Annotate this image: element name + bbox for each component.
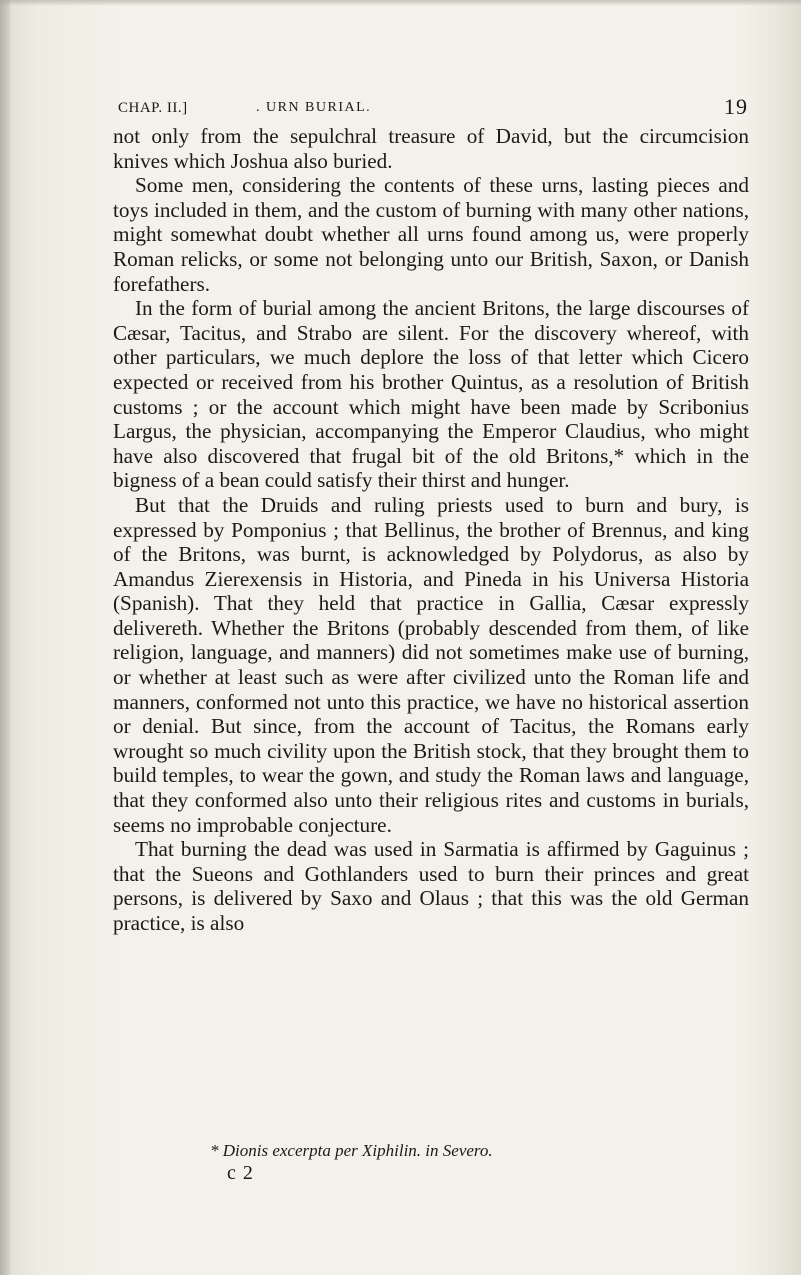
paragraph-2: Some men, considering the contents of these urns, lasting pieces and toys included in them, and the custom of burning with many other nations, might somewhat doubt whether all urns found among us, were properly Roman relicks, or some not belonging unto our British, Saxon, or Danish forefathers. xyxy=(113,173,749,296)
chapter-label: CHAP. II.] xyxy=(118,100,188,116)
spine-shadow xyxy=(0,0,10,1275)
body-text xyxy=(113,124,749,936)
paragraph-3: In the form of burial among the ancient Britons, the large discourses of Cæsar, Tacitus, and Strabo are silent. For the discovery whereof, with other particulars, we much deplore the loss of that letter which Cicero expected or received from his brother Quintus, as a resolution of British customs ; or the account which might have been made by Scribonius Largus, the physician, accompanying the Emperor Claudius, who might have also discovered that frugal bit of the old Britons,* which in the bigness of a bean could satisfy their thirst and hunger. xyxy=(113,296,749,493)
paragraph-1: not only from the sepulchral treasure of David, but the circumcision knives which Joshua also buried. xyxy=(113,124,749,173)
running-title: . URN BURIAL. xyxy=(256,100,372,115)
paragraph-5: That burning the dead was used in Sarmatia is affirmed by Gaguinus ; that the Sueons and Gothlanders used to burn their princes and great persons, is delivered by Saxo and Olaus ; that this was the old German practice, is also xyxy=(113,837,749,935)
paragraph-4: But that the Druids and ruling priests used to burn and bury, is expressed by Pomponius ; that Bellinus, the brother of Brennus, and king of the Britons, was burnt, is acknowledged by Polydorus, as also by Amandus Zierexensis in Historia, and Pineda in his Universa Historia (Spanish). That they held that practice in Gallia, Cæsar expressly delivereth. Whether the Britons (probably descended from them, of like religion, language, and manners) did not sometimes make use of burning, or whether at least such as were after civilized unto the Roman life and manners, conformed not unto this practice, we have no historical assertion or denial. But since, from the account of Tacitus, the Romans early wrought so much civility upon the British stock, that they brought them to build temples, to wear the gown, and study the Roman laws and language, that they conformed also unto their religious rites and customs in burials, seems no improbable conjecture. xyxy=(113,492,749,837)
page-number: 19 xyxy=(724,94,748,119)
signature-mark: c 2 xyxy=(227,1162,254,1184)
running-head xyxy=(118,94,748,122)
page-top-edge xyxy=(0,0,801,6)
footnote: * Dionis excerpta per Xiphilin. in Severo. xyxy=(210,1141,493,1160)
